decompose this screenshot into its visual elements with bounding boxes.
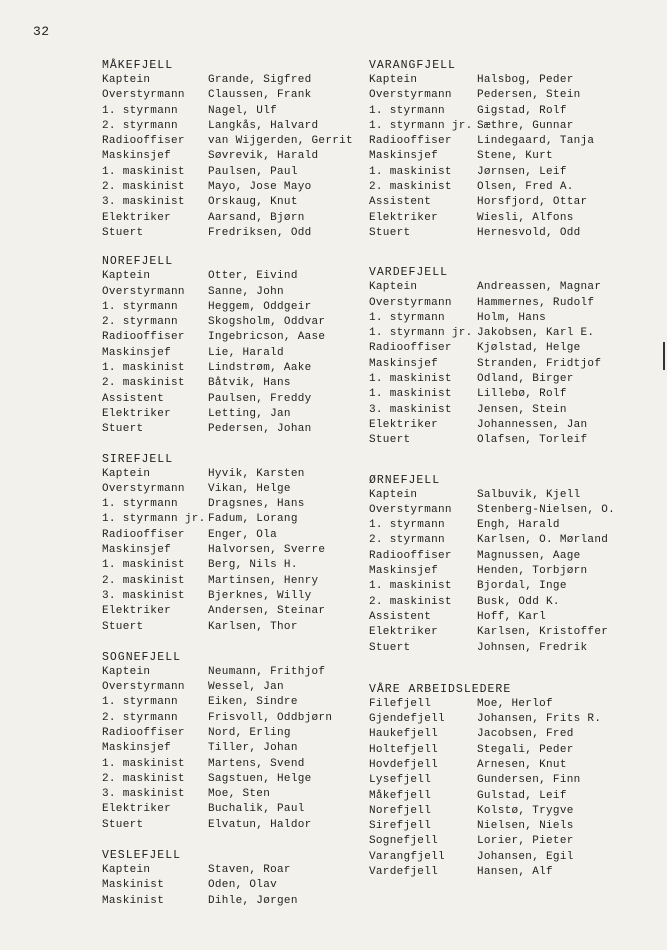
person-name: Moe, Sten: [208, 788, 271, 801]
section-title: MÅKEFJELL: [102, 59, 174, 72]
person-name: Halvorsen, Sverre: [208, 544, 326, 557]
person-name: Eiken, Sindre: [208, 696, 298, 709]
person-name: Fredriksen, Odd: [208, 226, 312, 239]
role-label: Elektriker: [369, 626, 439, 639]
role-label: Radiooffiser: [102, 331, 185, 344]
role-label: Maskinsjef: [102, 150, 172, 163]
crew-row: [369, 834, 631, 849]
person-name: Johannessen, Jan: [477, 418, 588, 431]
person-name: Sanne, John: [208, 285, 284, 298]
crew-row: [369, 789, 631, 804]
crew-row: [369, 433, 631, 448]
crew-row: [102, 104, 357, 119]
role-label: Gjendefjell: [369, 713, 445, 726]
crew-row: [369, 595, 631, 610]
crew-row: [369, 341, 631, 356]
person-name: Hernesvold, Odd: [477, 226, 581, 239]
role-label: 1. maskinist: [102, 362, 185, 375]
person-name: Gigstad, Rolf: [477, 104, 567, 117]
person-name: Staven, Roar: [208, 864, 291, 877]
person-name: Johnsen, Fredrik: [477, 641, 588, 654]
section-sognefjell: [102, 650, 357, 833]
crew-row: [369, 579, 631, 594]
person-name: Båtvik, Hans: [208, 377, 291, 390]
crew-row: [369, 610, 631, 625]
person-name: Kolstø, Trygve: [477, 804, 574, 817]
role-label: Elektriker: [369, 211, 439, 224]
crew-row: [369, 533, 631, 548]
section-varangfjell: [369, 58, 631, 241]
role-label: Holtefjell: [369, 743, 439, 756]
role-label: Stuert: [102, 423, 144, 436]
person-name: Andersen, Steinar: [208, 605, 326, 618]
person-name: Ingebricson, Aase: [208, 331, 326, 344]
crew-row: [102, 392, 357, 407]
person-name: Sæthre, Gunnar: [477, 119, 574, 132]
role-label: Sirefjell: [369, 820, 432, 833]
crew-row: [369, 372, 631, 387]
person-name: Fadum, Lorang: [208, 513, 298, 526]
person-name: Lindegaard, Tanja: [477, 135, 595, 148]
role-label: Radiooffiser: [369, 135, 452, 148]
role-label: 2. maskinist: [369, 595, 452, 608]
role-label: Stuert: [369, 434, 411, 447]
crew-row: [369, 564, 631, 579]
crew-row: [102, 772, 357, 787]
crew-row: [102, 467, 357, 482]
person-name: Moe, Herlof: [477, 697, 553, 710]
person-name: Pedersen, Stein: [477, 89, 581, 102]
role-label: Overstyrmann: [369, 296, 452, 309]
crew-row: [102, 711, 357, 726]
person-name: Karlsen, Kristoffer: [477, 626, 609, 639]
role-label: 2. maskinist: [102, 772, 185, 785]
role-label: Overstyrmann: [102, 89, 185, 102]
role-label: Radiooffiser: [369, 342, 452, 355]
crew-row: [102, 574, 357, 589]
crew-row: [102, 863, 357, 878]
crew-row: [369, 697, 631, 712]
role-label: Elektriker: [102, 803, 172, 816]
person-name: Kjølstad, Helge: [477, 342, 581, 355]
crew-row: [102, 482, 357, 497]
crew-row: [369, 226, 631, 241]
role-label: Maskinsjef: [369, 150, 439, 163]
crew-row: [369, 149, 631, 164]
role-label: Overstyrmann: [102, 285, 185, 298]
role-label: Hovdefjell: [369, 758, 439, 771]
role-label: Kaptein: [102, 665, 151, 678]
role-label: Norefjell: [369, 804, 432, 817]
crew-row: [102, 180, 357, 195]
person-name: Johansen, Frits R.: [477, 713, 602, 726]
crew-row: [102, 346, 357, 361]
person-name: Elvatun, Haldor: [208, 818, 312, 831]
role-label: Varangfjell: [369, 850, 445, 863]
crew-row: [369, 865, 631, 880]
crew-row: [102, 787, 357, 802]
crew-row: [102, 211, 357, 226]
person-name: Olafsen, Torleif: [477, 434, 588, 447]
role-label: Kaptein: [102, 467, 151, 480]
crew-row: [102, 149, 357, 164]
role-label: 2. maskinist: [102, 377, 185, 390]
person-name: Otter, Eivind: [208, 270, 298, 283]
role-label: Maskinsjef: [102, 544, 172, 557]
person-name: Mayo, Jose Mayo: [208, 181, 312, 194]
person-name: Horsfjord, Ottar: [477, 196, 588, 209]
crew-row: [369, 727, 631, 742]
margin-mark: [663, 342, 665, 370]
role-label: Maskinist: [102, 894, 165, 907]
role-label: 1. styrmann jr.: [369, 327, 473, 340]
section-rnefjell: [369, 473, 631, 656]
crew-row: [369, 326, 631, 341]
person-name: Magnussen, Aage: [477, 549, 581, 562]
crew-row: [102, 528, 357, 543]
crew-row: [102, 695, 357, 710]
role-label: Haukefjell: [369, 728, 439, 741]
crew-row: [369, 296, 631, 311]
person-name: Olsen, Fred A.: [477, 181, 574, 194]
crew-row: [102, 741, 357, 756]
role-label: 2. styrmann: [102, 711, 178, 724]
crew-row: [369, 88, 631, 103]
person-name: Gulstad, Leif: [477, 789, 567, 802]
role-label: Overstyrmann: [369, 89, 452, 102]
section-makefjell: [102, 58, 357, 241]
person-name: Aarsand, Bjørn: [208, 211, 305, 224]
crew-row: [102, 269, 357, 284]
crew-row: [369, 387, 631, 402]
crew-row: [369, 743, 631, 758]
crew-row: [102, 512, 357, 527]
role-label: 1. maskinist: [102, 559, 185, 572]
crew-row: [102, 589, 357, 604]
role-label: Sognefjell: [369, 835, 439, 848]
page-number: 32: [33, 24, 50, 39]
person-name: Lorier, Pieter: [477, 835, 574, 848]
role-label: Filefjell: [369, 697, 432, 710]
role-label: Lysefjell: [369, 774, 432, 787]
role-label: 1. styrmann: [369, 311, 445, 324]
role-label: 1. maskinist: [369, 580, 452, 593]
crew-row: [102, 119, 357, 134]
crew-row: [369, 804, 631, 819]
role-label: 1. maskinist: [369, 373, 452, 386]
person-name: Halsbog, Peder: [477, 74, 574, 86]
person-name: Bjerknes, Willy: [208, 589, 312, 602]
section-title: VÅRE ARBEIDSLEDERE: [369, 682, 512, 696]
person-name: Claussen, Frank: [208, 89, 312, 102]
person-name: Engh, Harald: [477, 519, 560, 532]
role-label: 2. maskinist: [102, 574, 185, 587]
crew-row: [369, 73, 631, 88]
section-title: VARANGFJELL: [369, 59, 456, 72]
person-name: Hansen, Alf: [477, 866, 553, 879]
crew-row: [102, 680, 357, 695]
crew-row: [369, 549, 631, 564]
crew-row: [102, 315, 357, 330]
person-name: van Wijgerden, Gerrit: [208, 135, 353, 148]
role-label: Elektriker: [102, 407, 172, 420]
crew-row: [369, 403, 631, 418]
crew-row: [102, 802, 357, 817]
role-label: 1. styrmann: [102, 104, 178, 117]
role-label: 1. styrmann: [102, 300, 178, 313]
crew-row: [102, 195, 357, 210]
crew-row: [102, 422, 357, 437]
person-name: Buchalik, Paul: [208, 803, 305, 816]
role-label: Radiooffiser: [102, 135, 185, 148]
person-name: Stene, Kurt: [477, 150, 553, 163]
person-name: Karlsen, Thor: [208, 620, 298, 633]
person-name: Arnesen, Knut: [477, 758, 567, 771]
role-label: Kaptein: [369, 74, 418, 86]
person-name: Bjordal, Inge: [477, 580, 567, 593]
person-name: Henden, Torbjørn: [477, 565, 588, 578]
person-name: Martens, Svend: [208, 757, 305, 770]
role-label: Stuert: [102, 620, 144, 633]
role-label: 1. maskinist: [102, 165, 185, 178]
person-name: Salbuvik, Kjell: [477, 488, 581, 501]
role-label: 1. styrmann jr.: [369, 119, 473, 132]
role-label: 2. styrmann: [369, 534, 445, 547]
crew-row: [369, 195, 631, 210]
person-name: Martinsen, Henry: [208, 574, 319, 587]
role-label: Vardefjell: [369, 866, 439, 879]
role-label: 1. styrmann: [102, 696, 178, 709]
person-name: Lillebø, Rolf: [477, 388, 567, 401]
role-label: Overstyrmann: [102, 482, 185, 495]
role-label: Måkefjell: [369, 789, 432, 802]
right-column: [369, 58, 631, 895]
section-title: VESLEFJELL: [102, 849, 182, 863]
crew-row: [369, 165, 631, 180]
crew-row: [102, 878, 357, 893]
left-column: [102, 58, 357, 924]
person-name: Jakobsen, Karl E.: [477, 327, 595, 340]
role-label: Kaptein: [102, 270, 151, 283]
crew-row: [369, 758, 631, 773]
person-name: Wiesli, Alfons: [477, 211, 574, 224]
person-name: Stegali, Peder: [477, 743, 574, 756]
person-name: Hoff, Karl: [477, 610, 547, 623]
person-name: Nielsen, Niels: [477, 820, 574, 833]
crew-row: [369, 712, 631, 727]
crew-row: [102, 818, 357, 833]
crew-row: [102, 407, 357, 422]
section-title: ØRNEFJELL: [369, 473, 441, 487]
role-label: Elektriker: [369, 418, 439, 431]
person-name: Nord, Erling: [208, 726, 291, 739]
person-name: Hammernes, Rudolf: [477, 296, 595, 309]
role-label: Assistent: [369, 610, 432, 623]
crew-row: [102, 558, 357, 573]
person-name: Jensen, Stein: [477, 403, 567, 416]
role-label: 1. maskinist: [369, 388, 452, 401]
role-label: 1. maskinist: [102, 757, 185, 770]
role-label: Elektriker: [102, 211, 172, 224]
role-label: 1. styrmann: [102, 498, 178, 511]
role-label: 2. styrmann: [102, 316, 178, 329]
person-name: Dihle, Jørgen: [208, 894, 298, 907]
role-label: Stuert: [102, 226, 144, 239]
role-label: Kaptein: [369, 488, 418, 501]
person-name: Karlsen, O. Mørland: [477, 534, 609, 547]
person-name: Orskaug, Knut: [208, 196, 298, 209]
crew-row: [102, 894, 357, 909]
person-name: Tiller, Johan: [208, 742, 298, 755]
crew-row: [102, 620, 357, 635]
role-label: Kaptein: [369, 281, 418, 294]
crew-row: [102, 361, 357, 376]
person-name: Langkås, Halvard: [208, 119, 319, 132]
role-label: 3. maskinist: [102, 788, 185, 801]
person-name: Gundersen, Finn: [477, 774, 581, 787]
person-name: Stranden, Fridtjof: [477, 357, 602, 370]
crew-row: [369, 180, 631, 195]
crew-row: [369, 280, 631, 295]
crew-row: [102, 604, 357, 619]
person-name: Lindstrøm, Aake: [208, 362, 312, 375]
crew-row: [102, 88, 357, 103]
role-label: Assistent: [369, 196, 432, 209]
crew-row: [369, 119, 631, 134]
crew-row: [369, 641, 631, 656]
person-name: Holm, Hans: [477, 311, 547, 324]
person-name: Paulsen, Freddy: [208, 392, 312, 405]
role-label: Maskinsjef: [369, 357, 439, 370]
role-label: Radiooffiser: [369, 549, 452, 562]
crew-row: [102, 665, 357, 680]
role-label: 1. styrmann: [369, 519, 445, 532]
crew-row: [369, 104, 631, 119]
role-label: Assistent: [102, 392, 165, 405]
role-label: 3. maskinist: [102, 589, 185, 602]
person-name: Jacobsen, Fred: [477, 728, 574, 741]
crew-row: [369, 311, 631, 326]
person-name: Berg, Nils H.: [208, 559, 298, 572]
person-name: Odland, Birger: [477, 373, 574, 386]
person-name: Johansen, Egil: [477, 850, 574, 863]
role-label: Overstyrmann: [102, 681, 185, 694]
crew-row: [369, 850, 631, 865]
person-name: Søvrevik, Harald: [208, 150, 319, 163]
role-label: Maskinsjef: [102, 742, 172, 755]
role-label: Elektriker: [102, 605, 172, 618]
person-name: Hyvik, Karsten: [208, 467, 305, 480]
crew-row: [369, 357, 631, 372]
role-label: 3. maskinist: [369, 403, 452, 416]
person-name: Oden, Olav: [208, 879, 278, 892]
person-name: Jørnsen, Leif: [477, 165, 567, 178]
crew-row: [369, 819, 631, 834]
section-title: SIREFJELL: [102, 452, 174, 466]
section-vare-arbeidsledere: [369, 682, 631, 881]
crew-row: [369, 625, 631, 640]
role-label: 2. styrmann: [102, 119, 178, 132]
person-name: Nagel, Ulf: [208, 104, 278, 117]
crew-row: [102, 73, 357, 88]
section-veslefjell: [102, 848, 357, 909]
section-norefjell: [102, 254, 357, 437]
crew-row: [102, 497, 357, 512]
role-label: Kaptein: [102, 864, 151, 877]
section-vardefjell: [369, 265, 631, 448]
role-label: Stuert: [369, 226, 411, 239]
crew-row: [369, 503, 631, 518]
role-label: Stuert: [369, 641, 411, 654]
person-name: Andreassen, Magnar: [477, 281, 602, 294]
crew-row: [102, 300, 357, 315]
crew-row: [102, 285, 357, 300]
crew-row: [369, 518, 631, 533]
person-name: Pedersen, Johan: [208, 423, 312, 436]
role-label: 1. styrmann jr.: [102, 513, 206, 526]
crew-row: [102, 165, 357, 180]
role-label: 1. maskinist: [369, 165, 452, 178]
crew-row: [369, 418, 631, 433]
role-label: Stuert: [102, 818, 144, 831]
person-name: Wessel, Jan: [208, 681, 284, 694]
crew-row: [102, 376, 357, 391]
role-label: 2. maskinist: [102, 181, 185, 194]
person-name: Letting, Jan: [208, 407, 291, 420]
section-title: NOREFJELL: [102, 255, 174, 269]
person-name: Frisvoll, Oddbjørn: [208, 711, 333, 724]
role-label: Maskinsjef: [102, 346, 172, 359]
crew-row: [102, 726, 357, 741]
role-label: Kaptein: [102, 74, 151, 86]
person-name: Grande, Sigfred: [208, 74, 312, 86]
role-label: Radiooffiser: [102, 726, 185, 739]
crew-row: [369, 134, 631, 149]
crew-row: [102, 543, 357, 558]
person-name: Skogsholm, Oddvar: [208, 316, 326, 329]
person-name: Neumann, Frithjof: [208, 665, 326, 678]
person-name: Paulsen, Paul: [208, 165, 298, 178]
role-label: Radiooffiser: [102, 528, 185, 541]
person-name: Dragsnes, Hans: [208, 498, 305, 511]
role-label: Overstyrmann: [369, 503, 452, 516]
role-label: 2. maskinist: [369, 181, 452, 194]
person-name: Busk, Odd K.: [477, 595, 560, 608]
person-name: Stenberg-Nielsen, O.: [477, 503, 616, 516]
crew-row: [102, 226, 357, 241]
role-label: 1. styrmann: [369, 104, 445, 117]
crew-row: [369, 211, 631, 226]
section-title: VARDEFJELL: [369, 266, 449, 280]
person-name: Sagstuen, Helge: [208, 772, 312, 785]
person-name: Vikan, Helge: [208, 482, 291, 495]
section-sirefjell: [102, 452, 357, 635]
role-label: Maskinsjef: [369, 565, 439, 578]
section-title: SOGNEFJELL: [102, 650, 182, 664]
crew-row: [102, 330, 357, 345]
crew-row: [102, 757, 357, 772]
crew-row: [369, 773, 631, 788]
role-label: Maskinist: [102, 879, 165, 892]
crew-row: [102, 134, 357, 149]
person-name: Heggem, Oddgeir: [208, 300, 312, 313]
person-name: Lie, Harald: [208, 346, 284, 359]
person-name: Enger, Ola: [208, 528, 278, 541]
role-label: 3. maskinist: [102, 196, 185, 209]
crew-row: [369, 488, 631, 503]
